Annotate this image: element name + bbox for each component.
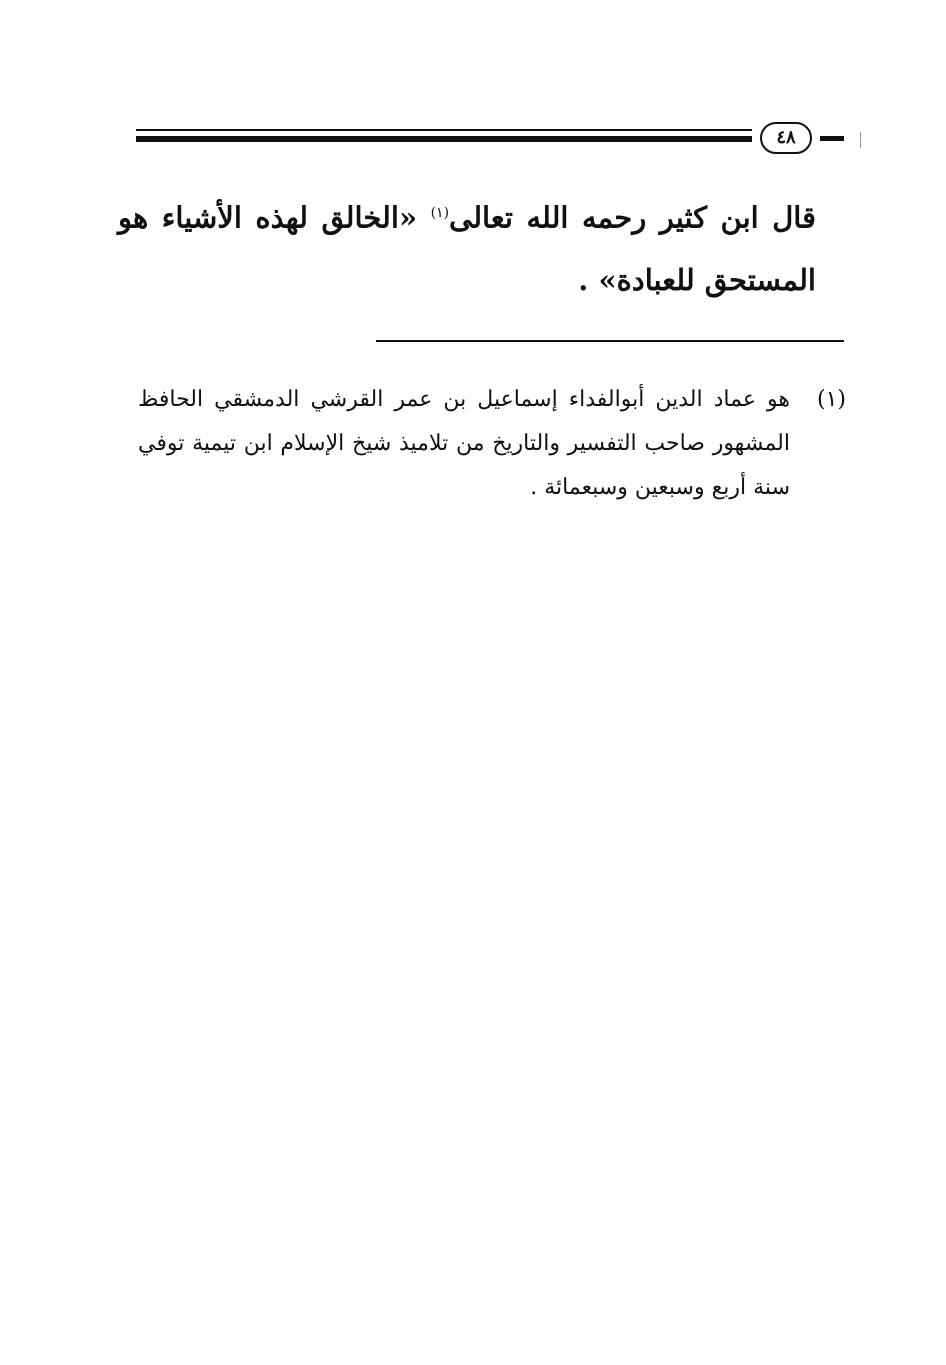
footnote-text: هو عماد الدين أبوالفداء إسماعيل بن عمر القرشي الدمشقي الحافظ المشهور صاحب التفسير والتاريخ من تلاميذ شيخ الإسلام ابن تيمية توفي سنة أربع وسبعين وسبعمائة .	[138, 387, 790, 500]
margin-tick	[860, 132, 861, 148]
footnote	[138, 378, 846, 510]
header-dash	[820, 136, 844, 141]
main-lead: قال ابن كثير رحمه الله تعالى	[449, 200, 816, 235]
footnote-separator	[376, 340, 844, 342]
header-rule-thick	[136, 136, 752, 142]
header-rule-thin	[136, 129, 752, 131]
page-number: ٤٨	[760, 122, 812, 154]
footnote-reference: (١)	[430, 205, 450, 221]
page-header	[136, 122, 848, 158]
footnote-marker: (١)	[816, 387, 846, 412]
main-paragraph	[118, 182, 816, 311]
main-quote: «الخالق لهذه الأشياء هو المستحق للعبادة» .	[118, 200, 816, 297]
